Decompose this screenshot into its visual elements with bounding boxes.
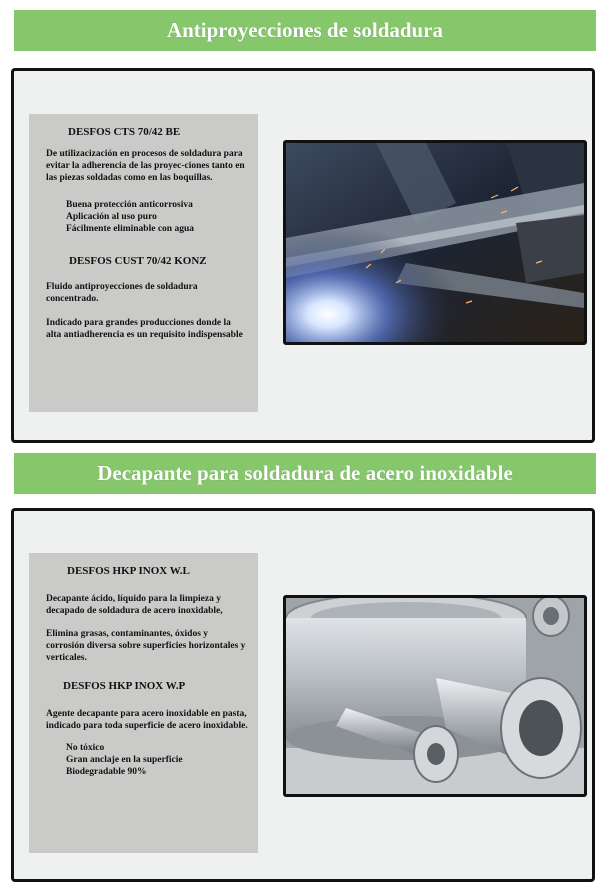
feature-item: No tóxico <box>66 743 105 753</box>
feature-item: Fácilmente eliminable con agua <box>66 224 194 234</box>
feature-list-hkp-wp <box>46 742 248 778</box>
welding-image <box>286 143 584 342</box>
product-description-cust: Fluido antiproyecciones de soldadura concentrado. <box>46 282 198 304</box>
product-description-cts: De utilizacización en procesos de soldadura para evitar la adherencia de las proyec-ciones tanto en las piezas soldadas como en las boquillas. <box>46 149 245 183</box>
product-text-box-1 <box>29 114 258 412</box>
product-name-hkp-wl: DESFOS HKP INOX W.L <box>67 565 190 577</box>
section-2-title: Decapante para soldadura de acero inoxidable <box>14 453 596 494</box>
feature-list-cts <box>46 199 248 235</box>
product-description-hkp-wl: Decapante ácido, líquido para la limpieza y decapado de soldadura de acero inoxidable, <box>46 594 223 616</box>
welding-photo <box>283 140 587 345</box>
stainless-steel-photo <box>283 595 587 797</box>
product-note-cust: Indicado para grandes producciones donde la alta antiadherencia es un requisito indispensable <box>46 318 243 340</box>
product-note-hkp-wl: Elimina grasas, contaminantes, óxidos y corrosión diversa sobre superficies horizontales y verticales. <box>46 629 246 663</box>
product-description-hkp-wp: Agente decapante para acero inoxidable en pasta, indicado para toda superficie de acero inoxidable. <box>46 709 248 731</box>
product-name-hkp-wp: DESFOS HKP INOX W.P <box>63 680 186 692</box>
stainless-steel-image <box>286 598 584 794</box>
feature-item: Gran anclaje en la superficie <box>66 755 183 765</box>
product-name-cust: DESFOS CUST 70/42 KONZ <box>69 255 207 267</box>
feature-item: Biodegradable 90% <box>66 767 147 777</box>
feature-item: Aplicación al uso puro <box>66 212 157 222</box>
section-1-panel <box>11 68 595 443</box>
section-2-panel <box>11 508 595 882</box>
feature-item: Buena protección anticorrosiva <box>66 200 193 210</box>
product-text-box-2 <box>29 553 258 853</box>
section-1-title: Antiproyecciones de soldadura <box>14 10 596 51</box>
product-name-cts: DESFOS CTS 70/42 BE <box>68 126 181 138</box>
